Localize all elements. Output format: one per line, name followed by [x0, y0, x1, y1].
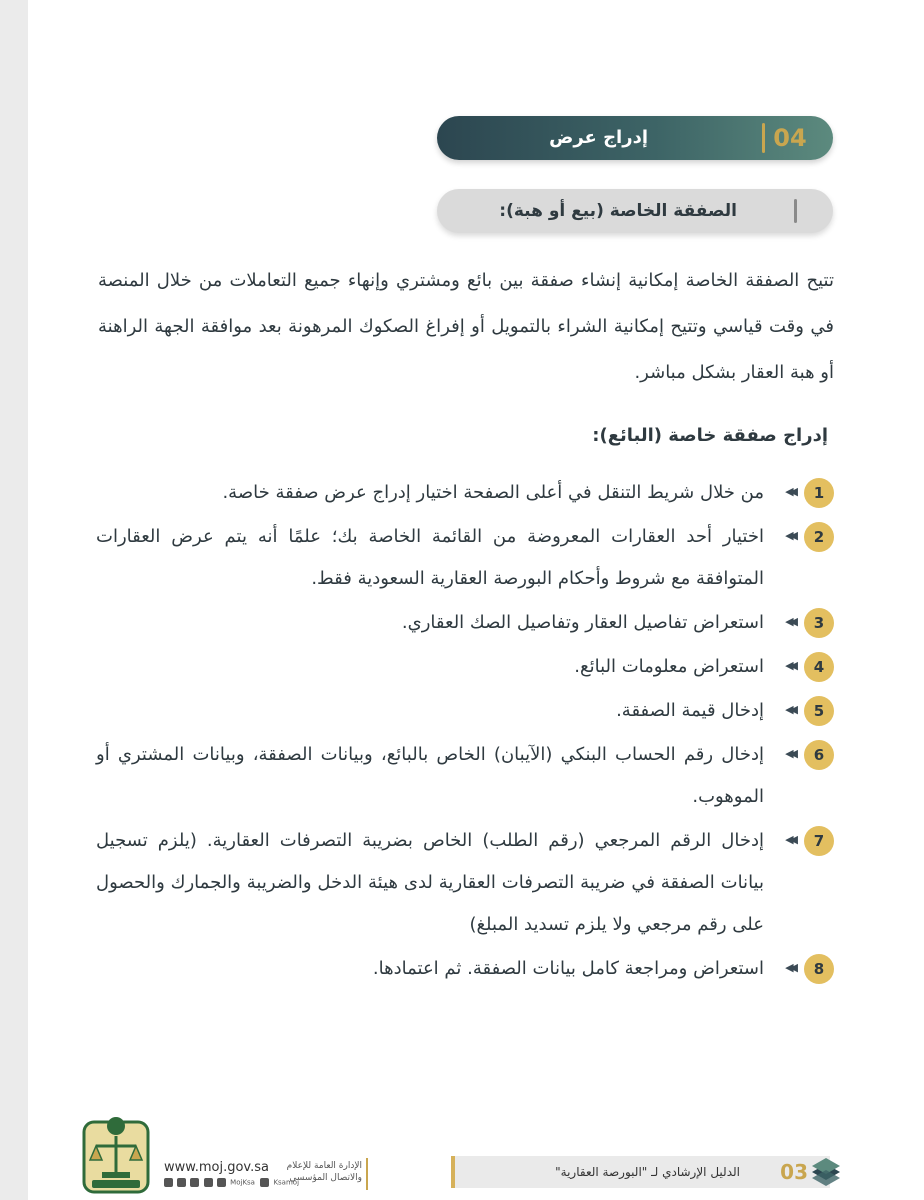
subsection-title: الصفقة الخاصة (بيع أو هبة):: [499, 201, 737, 221]
step-number-badge: 2: [804, 522, 834, 552]
step-text: إدخال رقم الحساب البنكي (الآيبان) الخاص بالبائع، وبيانات الصفقة، وبيانات المشتري أو الموهوب.: [96, 744, 764, 807]
website-url[interactable]: www.moj.gov.sa: [164, 1160, 269, 1175]
social-links: [164, 1178, 299, 1188]
guide-title: الدليل الإرشادي لـ "البورصة العقارية": [555, 1165, 740, 1179]
social-handle: MojKsa: [230, 1178, 255, 1187]
step-item: [96, 948, 834, 990]
instagram-icon[interactable]: [190, 1178, 199, 1187]
footer-band: [451, 1156, 830, 1188]
youtube-icon[interactable]: [177, 1178, 186, 1187]
section-header: [437, 116, 833, 160]
step-number-badge: 7: [804, 826, 834, 856]
page-edge-strip: [0, 0, 28, 1200]
social-handle: Ksamoj: [273, 1178, 300, 1187]
department-name: الإدارة العامة للإعلام والاتصال المؤسسي: [286, 1161, 362, 1183]
step-item: [96, 734, 834, 818]
section-divider: [762, 123, 765, 153]
tiktok-icon[interactable]: [260, 1178, 269, 1187]
subsection-header: [437, 189, 833, 233]
double-arrow-icon: ◀◀: [785, 615, 794, 628]
steps-heading: إدراج صفقة خاصة (البائع):: [592, 425, 828, 446]
ministry-of-justice-logo: [80, 1112, 152, 1196]
twitter-icon[interactable]: [164, 1178, 173, 1187]
step-item: [96, 602, 834, 644]
section-title: إدراج عرض: [549, 127, 648, 148]
step-number-badge: 1: [804, 478, 834, 508]
step-number-badge: 6: [804, 740, 834, 770]
step-item: [96, 516, 834, 600]
step-number-badge: 4: [804, 652, 834, 682]
section-number: 04: [773, 124, 807, 152]
double-arrow-icon: ◀◀: [785, 485, 794, 498]
step-text: اختيار أحد العقارات المعروضة من القائمة الخاصة بك؛ علمًا أنه يتم عرض العقارات المتوافقة مع شروط وأحكام البورصة العقارية السعودية فقط.: [96, 526, 764, 589]
double-arrow-icon: ◀◀: [785, 529, 794, 542]
step-text: استعراض ومراجعة كامل بيانات الصفقة. ثم اعتمادها.: [372, 958, 764, 979]
exchange-logo: [806, 1150, 846, 1190]
linkedin-icon[interactable]: [217, 1178, 226, 1187]
step-number-badge: 3: [804, 608, 834, 638]
step-text: إدخال قيمة الصفقة.: [616, 700, 764, 721]
double-arrow-icon: ◀◀: [785, 961, 794, 974]
step-item: [96, 690, 834, 732]
step-number-badge: 5: [804, 696, 834, 726]
subsection-divider: [794, 199, 797, 223]
step-number-badge: 8: [804, 954, 834, 984]
step-text: استعراض تفاصيل العقار وتفاصيل الصك العقاري.: [401, 612, 764, 633]
double-arrow-icon: ◀◀: [785, 833, 794, 846]
steps-list: [96, 472, 834, 990]
step-text: استعراض معلومات البائع.: [574, 656, 764, 677]
step-text: إدخال الرقم المرجعي (رقم الطلب) الخاص بضريبة التصرفات العقارية. (يلزم تسجيل بيانات الصفقة في ضريبة التصرفات العقارية لدى هيئة الدخل والضريبة والجمارك والحصول على رقم مرجعي ولا يلزم تسديد المبلغ): [96, 830, 764, 935]
double-arrow-icon: ◀◀: [785, 747, 794, 760]
department-divider: [366, 1158, 368, 1190]
step-item: [96, 820, 834, 946]
step-item: [96, 646, 834, 688]
step-item: [96, 472, 834, 514]
snapchat-icon[interactable]: [204, 1178, 213, 1187]
double-arrow-icon: ◀◀: [785, 659, 794, 672]
page-number: 03: [780, 1160, 808, 1184]
double-arrow-icon: ◀◀: [785, 703, 794, 716]
step-text: من خلال شريط التنقل في أعلى الصفحة اختيار إدراج عرض صفقة خاصة.: [222, 482, 764, 503]
intro-paragraph: تتيح الصفقة الخاصة إمكانية إنشاء صفقة بين بائع ومشتري وإنهاء جميع التعاملات من خلال المنصة في وقت قياسي وتتيح إمكانية الشراء بالتمويل أو إفراغ الصكوك المرهونة بعد موافقة الجهة الراهنة أو هبة العقار بشكل مباشر.: [98, 270, 834, 383]
